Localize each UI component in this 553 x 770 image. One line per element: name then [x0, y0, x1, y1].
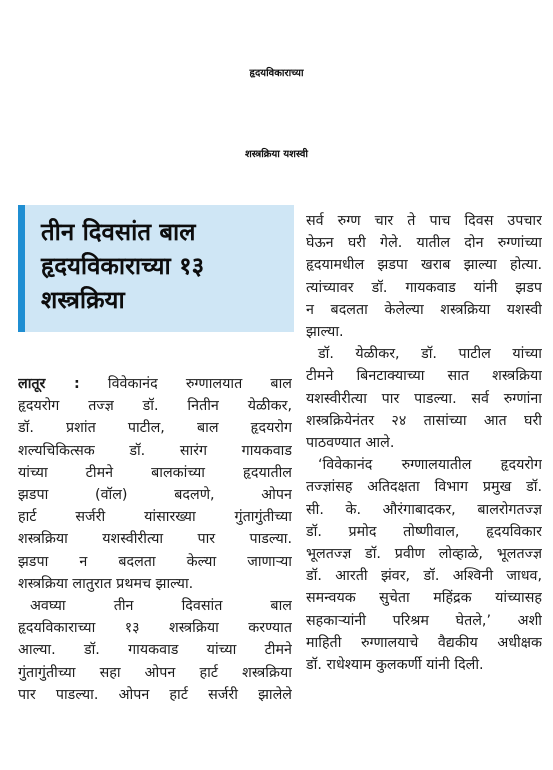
article-line: झडपा न बदलता केल्या जाणाऱ्या: [18, 553, 292, 570]
article-line: सर्व रुग्ण चार ते पाच दिवस उपचार: [306, 213, 542, 229]
subheadline-box: [18, 205, 294, 332]
article-line: गुंतागुंतीच्या सहा ओपन हार्ट शस्त्रक्रिया: [18, 664, 292, 681]
article-right-column: [306, 210, 542, 676]
article-line: भूलतज्ज्ञ डॉ. प्रवीण लोव्हाळे, भूलतज्ज्ञ: [306, 546, 542, 563]
article-line: शस्त्रक्रियेनंतर २४ तासांच्या आत घरी: [306, 412, 542, 429]
article-line: हार्ट सर्जरी यांसारख्या गुंतागुंतीच्या: [18, 509, 292, 526]
article-line: शस्त्रक्रिया लातुरात प्रथमच झाल्या.: [18, 575, 194, 592]
article-line: अवघ्या तीन दिवसांत बाल: [30, 598, 292, 615]
article-line: ‘विवेकानंद रुग्णालयातील हृदयरोग: [318, 457, 542, 474]
headline-line-2: शस्त्रक्रिया यशस्वी: [245, 149, 308, 160]
article-line: डॉ. आरती झंवर, डॉ. अश्विनी जाधव,: [306, 568, 542, 585]
subheadline-line: शस्त्रक्रिया: [41, 286, 125, 314]
article-line: तज्ज्ञांसह अतिदक्षता विभाग प्रमुख डॉ.: [306, 479, 542, 496]
article-line: पार पाडल्या. ओपन हार्ट सर्जरी झालेले: [18, 686, 292, 703]
article-line: डॉ. प्रमोद तोष्णीवाल, हृदयविकार: [306, 523, 542, 540]
article-line: सी. के. औरंगाबादकर, बालरोगतज्ज्ञ: [306, 501, 542, 518]
article-line: झाल्या.: [306, 324, 344, 341]
article-line: [18, 373, 292, 395]
article-line: आल्या. डॉ. गायकवाड यांच्या टीमने: [18, 642, 292, 659]
dateline: लातूर :: [18, 376, 80, 392]
article-line: डॉ. प्रशांत पाटील, बाल हृदयरोग: [18, 420, 292, 437]
article-line: हृदयामधील झडपा खराब झाल्या होत्या.: [306, 257, 542, 274]
article-line: शल्यचिकित्सक डॉ. सारंग गायकवाड: [18, 442, 292, 459]
article-line: झडपा (वॉल) बदलणे, ओपन: [18, 487, 292, 504]
article-line: डॉ. येळीकर, डॉ. पाटील यांच्या: [318, 346, 542, 363]
article-text: विवेकानंद रुग्णालयात बाल: [79, 376, 292, 392]
article-line: हृदयरोग तज्ज्ञ डॉ. नितीन येळीकर,: [18, 398, 292, 415]
article-line: न बदलता केलेल्या शस्त्रक्रिया यशस्वी: [306, 301, 542, 318]
headline-line-1: हृदयविकाराच्या: [249, 68, 304, 79]
article-line: यांच्या टीमने बालकांच्या हृदयातील: [18, 464, 292, 481]
article-line: शस्त्रक्रिया यशस्वीरीत्या पार पाडल्या.: [18, 531, 292, 548]
article-line: माहिती रुग्णालयाचे वैद्यकीय अधीक्षक: [306, 634, 542, 651]
article-line: त्यांच्यावर डॉ. गायकवाड यांनी झडप: [306, 279, 542, 296]
article-line: हृदयविकाराच्या १३ शस्त्रक्रिया करण्यात: [18, 620, 292, 637]
article-line: टीमने बिनटाक्याच्या सात शस्त्रक्रिया: [306, 368, 542, 385]
article-line: डॉ. राधेश्याम कुलकर्णी यांनी दिली.: [306, 657, 484, 674]
article-left-column: [18, 373, 292, 706]
article-line: पाठवण्यात आले.: [306, 435, 395, 452]
article-line: समन्वयक सुचेता महिंद्रक यांच्यासह: [306, 590, 542, 607]
article-line: सहकाऱ्यांनी परिश्रम घेतले,’ अशी: [306, 612, 542, 629]
subheadline-line: तीन दिवसांत बाल: [41, 218, 196, 246]
article-line: घेऊन घरी गेले. यातील दोन रुग्णांच्या: [306, 235, 542, 252]
article-line: यशस्वीरीत्या पार पाडल्या. सर्व रुग्णांना: [306, 390, 542, 407]
subheadline-line: हृदयविकाराच्या १३: [41, 252, 205, 280]
